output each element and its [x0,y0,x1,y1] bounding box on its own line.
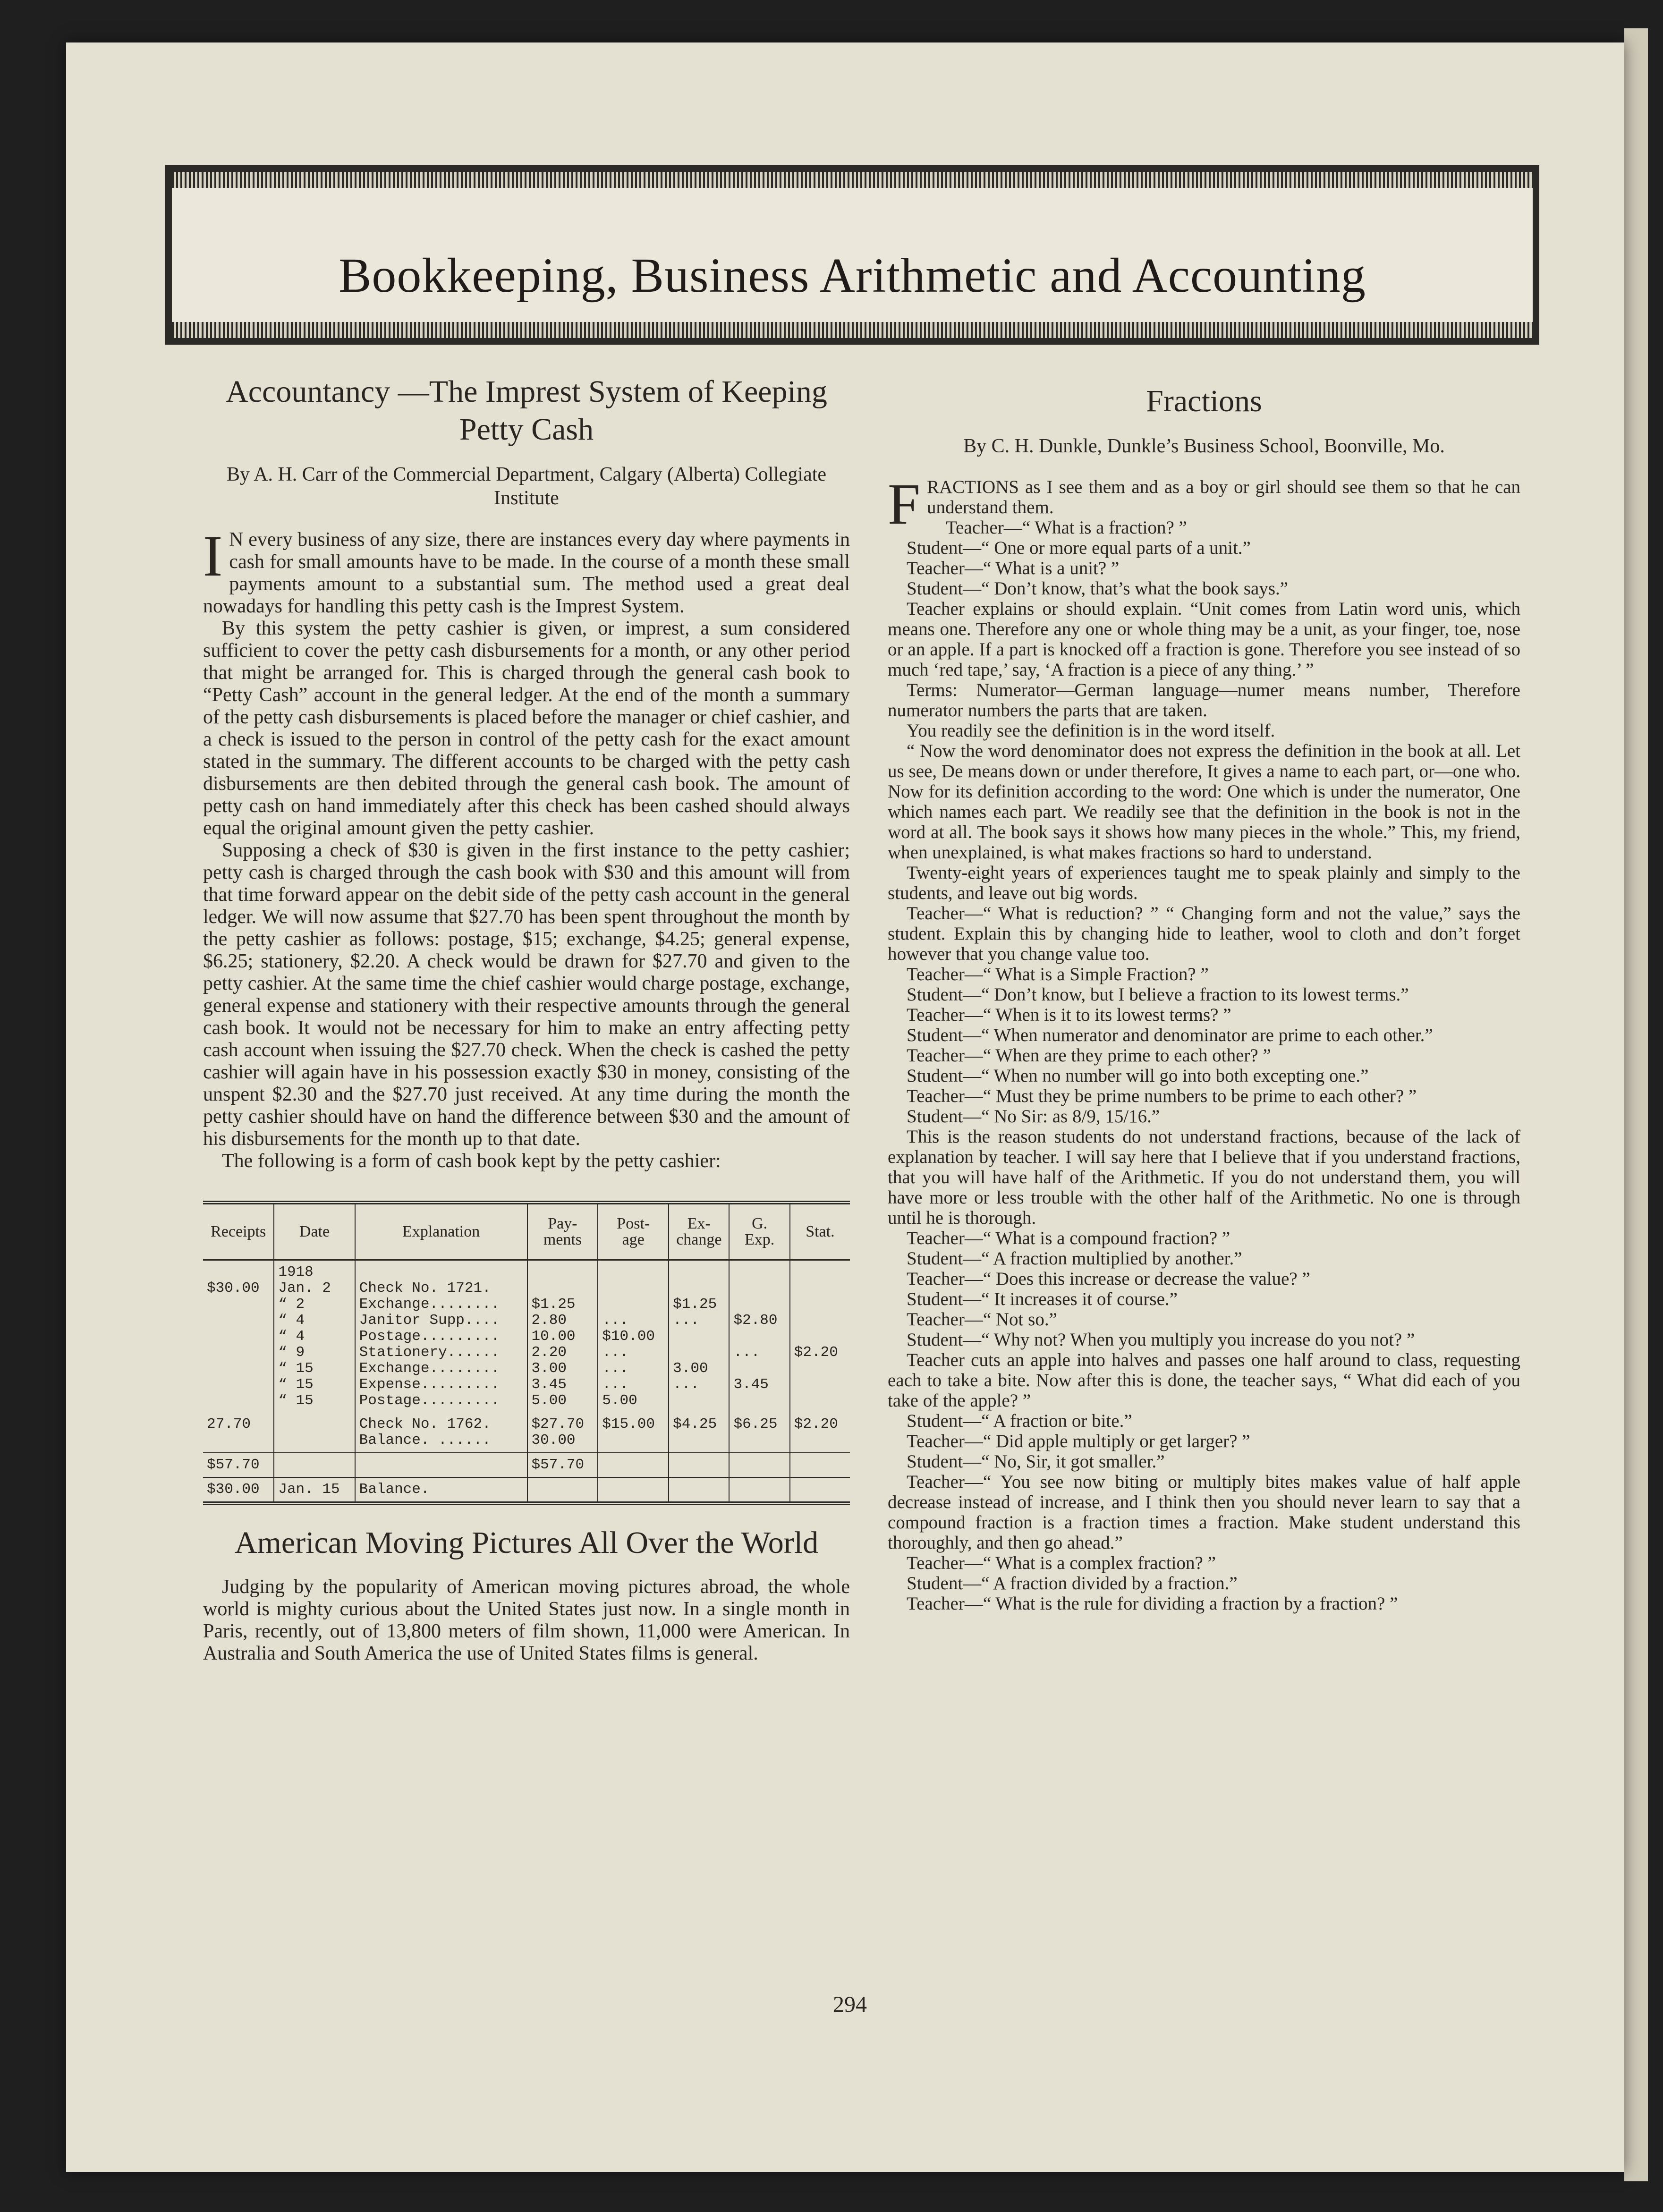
table-row [203,1413,850,1453]
cell-stat [790,1477,850,1503]
cell-payments: $57.70 [527,1453,598,1477]
table-row [203,1453,850,1477]
article-byline-imprest: By A. H. Carr of the Commercial Department, Calgary (Alberta) Collegiate Institute [226,464,827,509]
header-date: Date [274,1203,355,1260]
cell-explanation: Check No. 1721. Exchange........ Janitor Supp.... Postage......... Stationery...... Exchange........ Expense......... Postage......... [355,1260,527,1413]
cell-gexp: $2.80 ... 3.45 [729,1260,789,1413]
paragraph: Judging by the popularity of American moving pictures abroad, the whole world is mighty curious about the United States just now. In a single month in Paris, recently, out of 13,800 meters of film shown, 11,000 were American. In Australia and South America the use of United States films is general. [203,1576,850,1664]
cell-explanation [355,1453,527,1477]
dialogue-line: Teacher—“ Does this increase or decrease the value? ” [907,1269,1310,1289]
article-byline-fractions: By C. H. Dunkle, Dunkle’s Business School, Boonville, Mo. [963,435,1445,457]
cell-receipts: $30.00 [203,1477,274,1503]
dialogue-line: Teacher—“ What is reduction? ” “ Changing form and not the value,” says the student. Explain this by changing hide to leather, wool to cloth and don’t forget however that you change value too. [888,903,1520,964]
cell-postage [598,1453,669,1477]
cash-book-table [203,1201,850,1505]
banner-hatch-top [172,172,1533,188]
section-banner [165,165,1539,345]
paragraph-text: RACTIONS as I see them and as a boy or girl should see them so that he can understand them. [926,477,1520,517]
dialogue-line: Teacher—“ Not so.” [907,1309,1057,1330]
dialogue-line: Teacher—“ When is it to its lowest terms? ” [907,1005,1231,1025]
cell-exchange: $1.25 ... 3.00 ... [669,1260,729,1413]
paragraph [203,524,850,618]
dialogue-line: Teacher—“ When are they prime to each other? ” [907,1045,1271,1066]
dialogue-line: Teacher—“ Did apple multiply or get larger? ” [907,1431,1250,1451]
dialogue-line: Teacher—“ What is a fraction? ” [945,517,1187,538]
cell-gexp [729,1477,789,1503]
dialogue-line: Teacher—“ What is the rule for dividing a fraction by a fraction? ” [907,1593,1398,1614]
cell-explanation: Check No. 1762. Balance. ...... [355,1413,527,1453]
right-column [888,373,1520,1614]
paragraph: Supposing a check of $30 is given in the first instance to the petty cashier; petty cash is charged through the cash book with $30 and this amount will from that time forward appear on the debit side of the petty cash account in the general ledger. We will now assume that $27.70 has been spent throughout the month by the petty cashier as follows: postage, $15; exchange, $4.25; general expense, $6.25; stationery, $2.20. A check would be drawn for $27.70 and given to the petty cashier. At the same time the chief cashier would charge postage, exchange, general expense and stationery with their respective amounts through the general cash book. It would not be necessary for him to make an entry affecting petty cash account when issuing the $27.70 check. When the check is cashed the petty cashier will again have in his possession exactly $30 in money, consisting of the unspent $2.30 and the $27.70 just received. At any time during the month the petty cashier should have on hand the difference between $30 and the amount of his disbursements for the month up to that date. [203,839,850,1150]
cell-date: Jan. 15 [274,1477,355,1503]
table-header-row [203,1203,850,1260]
paragraph-text: N every business of any size, there are instances every day where payments in cash for small amounts have to be made. In the course of a month these small payments amount to a substantial sum. The method used a great deal nowadays for handling this petty cash is the Imprest System. [203,529,850,617]
dialogue-line: Student—“ Don’t know, that’s what the book says.” [907,578,1289,599]
cell-postage [598,1477,669,1503]
header-payments: Pay- ments [527,1203,598,1260]
cell-date: 1918 Jan. 2 “ 2 “ 4 “ 4 “ 9 “ 15 “ 15 “ 15 [274,1260,355,1413]
cell-postage: ... $10.00 ... ... ... 5.00 [598,1260,669,1413]
dialogue-line: Student—“ A fraction multiplied by another.” [907,1248,1242,1269]
cell-stat: $2.20 [790,1260,850,1413]
dialogue-line: Student—“ It increases it of course.” [907,1289,1178,1309]
cell-receipts: $30.00 [207,1280,260,1297]
cell-stat: $2.20 [790,1413,850,1453]
header-receipts: Receipts [203,1203,274,1260]
cell-date [274,1453,355,1477]
dialogue-line: Teacher cuts an apple into halves and passes one half around to class, requesting each to take a bite. Now after this is done, the teacher says, “ What did each of you take of the apple? ” [888,1350,1520,1411]
cell-payments: $1.25 2.80 10.00 2.20 3.00 3.45 5.00 [527,1260,598,1413]
header-explanation: Explanation [355,1203,527,1260]
dialogue-line: Teacher explains or should explain. “Unit comes from Latin word unis, which means one. Therefore any one or whole thing may be a unit, as your finger, toe, nose or an apple. If a part is knocked off a fraction is gone. Therefore you see instead of so much ‘red tape,’ say, ‘A fraction is a piece of any thing.’ ” [888,599,1520,680]
drop-cap: I [203,524,223,588]
dialogue-line: This is the reason students do not understand fractions, because of the lack of explanation by teacher. I will say here that I believe that if you understand fractions, that you will have half of the Arithmetic. If you do not understand them, you will have more or less trouble with the other half of the Arithmetic. No one is through until he is thorough. [888,1127,1520,1228]
cell-exchange: $4.25 [669,1413,729,1453]
table-row [203,1477,850,1503]
article-title-moving-pictures: American Moving Pictures All Over the World [234,1526,819,1560]
dialogue-line: Teacher—“ What is a Simple Fraction? ” [907,964,1209,984]
article-title-fractions: Fractions [1146,384,1262,418]
header-exchange: Ex- change [669,1203,729,1260]
cell-receipts: $57.70 [203,1453,274,1477]
dialogue-line: Teacher—“ You see now biting or multiply bites makes value of half apple decrease instead of increase, and I think then you should never learn to say that a compound fraction is a fraction times a fraction. Make student understand this thoroughly, and then go ahead.” [888,1472,1520,1553]
dialogue-line: Terms: Numerator—German language—numer means number, Therefore numerator numbers the parts that are taken. [888,680,1520,720]
section-title: Bookkeeping, Business Arithmetic and Accounting [339,248,1366,303]
dialogue-line: Twenty-eight years of experiences taught me to speak plainly and simply to the students, and leave out big words. [888,863,1520,903]
cell-postage: $15.00 [598,1413,669,1453]
cell-date [274,1413,355,1453]
dialogue-line: Student—“ Don’t know, but I believe a fraction to its lowest terms.” [907,984,1409,1005]
dialogue-line: Student—“ One or more equal parts of a unit.” [907,538,1251,558]
dialogue-line: You readily see the definition is in the word itself. [907,720,1275,741]
drop-cap: F [888,472,920,536]
cell-stat [790,1453,850,1477]
table-row [203,1260,850,1413]
cell-exchange [669,1477,729,1503]
left-column [203,373,850,1665]
dialogue-line: Student—“ When numerator and denominator are prime to each other.” [907,1025,1433,1045]
dialogue-line: Student—“ Why not? When you multiply you increase do you not? ” [907,1330,1415,1350]
dialogue-line: Teacher—“ Must they be prime numbers to be prime to each other? ” [907,1086,1417,1106]
header-postage: Post- age [598,1203,669,1260]
article-title-imprest: Accountancy —The Imprest System of Keeping Petty Cash [226,374,827,447]
cell-payments: $27.70 30.00 [527,1413,598,1453]
dialogue-line: Teacher—“ What is a compound fraction? ” [907,1228,1230,1248]
header-stat: Stat. [790,1203,850,1260]
dialogue-line: Student—“ A fraction or bite.” [907,1411,1132,1431]
dialogue-line: Student—“ A fraction divided by a fraction.” [907,1573,1238,1593]
dialogue-lines [888,517,1520,1614]
cell-gexp: $6.25 [729,1413,789,1453]
cell-exchange [669,1453,729,1477]
paragraph: The following is a form of cash book kept by the petty cashier: [222,1150,721,1172]
cell-explanation: Balance. [355,1477,527,1503]
banner-hatch-bottom [172,322,1533,338]
header-gexp: G. Exp. [729,1203,789,1260]
paragraph: By this system the petty cashier is given, or imprest, a sum considered sufficient to cover the petty cash disbursements for a month, or any other period that might be arranged for. This is charged through the general cash book to “Petty Cash” account in the general ledger. At the end of the month a summary of the petty cash disbursements is placed before the manager or chief cashier, and a check is issued to the person in control of the petty cash for the exact amount stated in the summary. The different accounts to be charged with the petty cash disbursements are then debited through the general cash book. The amount of petty cash on hand immediately after this check has been cashed should always equal the original amount given the petty cashier. [203,618,850,839]
dialogue-line: “ Now the word denominator does not express the definition in the book at all. Let us see, De means down or under therefore, It gives a name to each part, or—one who. Now for its definition according to the word: One which is under the numerator, One which names each part. We readily see that the definition in the book is not in the word at all. The book says it shows how many pieces in the whole.” This, my friend, when unexplained, is what makes fractions so hard to understand. [888,741,1520,863]
page-number: 294 [833,1992,867,2017]
dialogue-line: Student—“ When no number will go into both excepting one.” [907,1066,1369,1086]
cell-gexp [729,1453,789,1477]
dialogue-line: Teacher—“ What is a unit? ” [907,558,1120,578]
dialogue-line: Teacher—“ What is a complex fraction? ” [907,1553,1216,1573]
dialogue-line: Student—“ No, Sir, it got smaller.” [907,1451,1165,1472]
dialogue-line: Student—“ No Sir: as 8/9, 15/16.” [907,1106,1160,1127]
cell-payments [527,1477,598,1503]
adjacent-page-edge [1624,28,1648,2181]
cell-receipts: 27.70 [207,1416,251,1432]
